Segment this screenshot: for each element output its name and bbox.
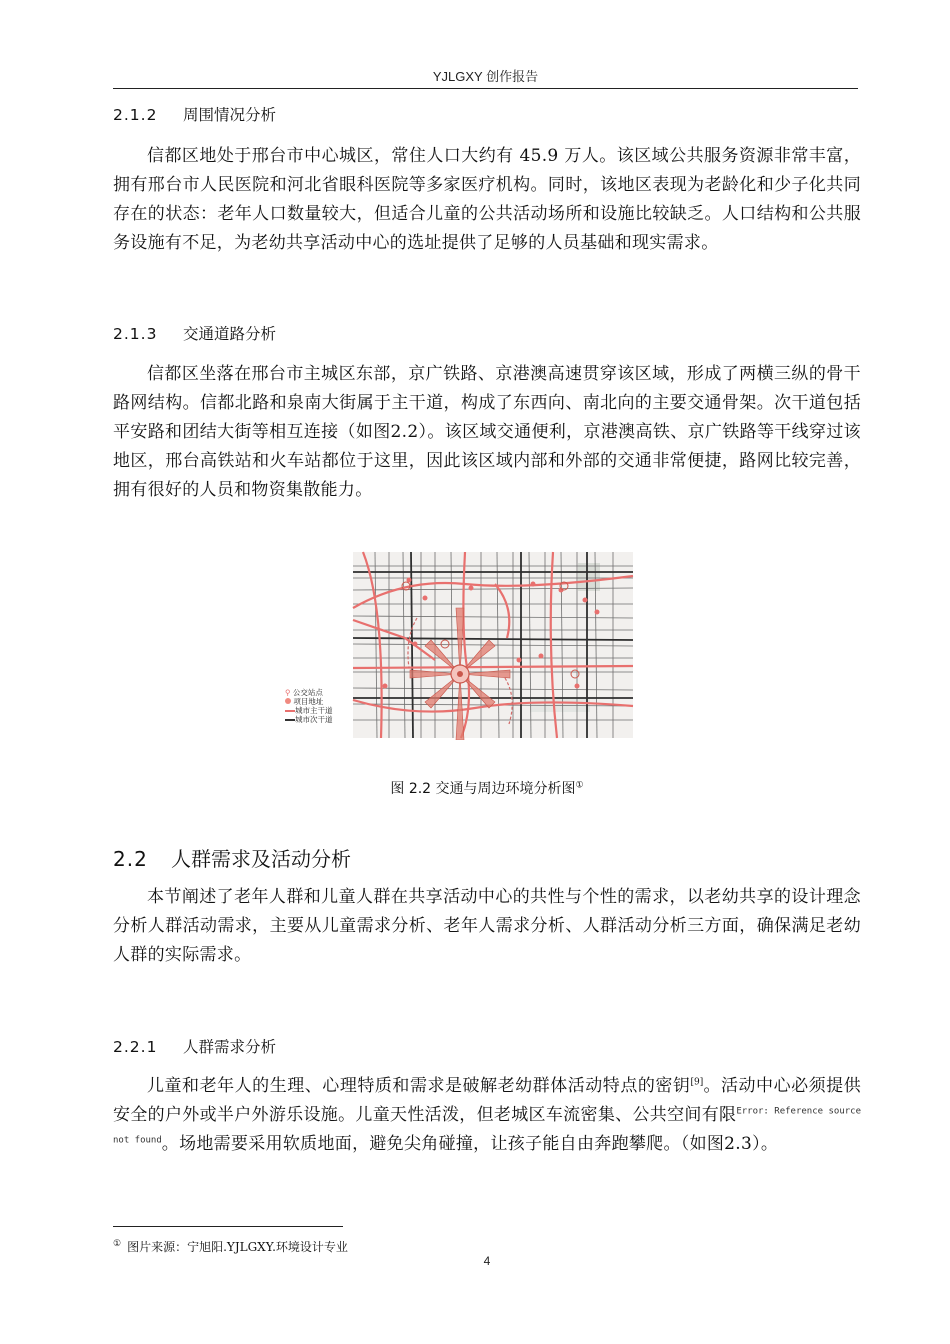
traffic-map	[285, 548, 635, 740]
section-heading-2-1-3	[113, 322, 276, 344]
paragraph-needs-analysis: 儿童和老年人的生理、心理特质和需求是破解老幼群体活动特点的密钥[9]。活动中心必须提供安全的户外或半户外游乐设施。儿童天性活泼，但老城区车流密集、公共空间有限$^{Error: Reference source not found}$。场地需要采用软质地面，避免尖角碰撞，让孩子能自由奔跑攀爬。（如图2.3）。	[113, 1076, 861, 1154]
section-title: 人群需求及活动分析	[171, 847, 351, 871]
section-heading-2-2-1	[113, 1035, 276, 1057]
figure-caption: 图 2.2 交通与周边环境分析图①	[390, 780, 584, 797]
bus-stop-icon: ⚲	[285, 688, 291, 697]
page-number: 4	[483, 1254, 491, 1268]
project-site-icon	[285, 698, 291, 704]
reference-error: Error: Reference source not found	[113, 1106, 861, 1146]
section-title: 周围情况分析	[183, 106, 277, 124]
footnote-text: 图片来源：宁旭阳.YJLGXY.环境设计专业	[127, 1240, 348, 1254]
section-number: 2.2	[113, 847, 148, 871]
traffic-map-figure	[285, 548, 635, 740]
section-title: 人群需求分析	[183, 1038, 277, 1056]
legend-project-site: 项目地址	[285, 697, 333, 706]
section-number: 2.1.3	[113, 325, 158, 343]
paragraph-surroundings: 信都区地处于邢台市中心城区，常住人口大约有 45.9 万人。该区域公共服务资源非常丰富，拥有邢台市人民医院和河北省眼科医院等多家医疗机构。同时，该地区表现为老龄化和少子化共同存在的状态：老年人口数量较大，但适合儿童的公共活动场所和设施比较缺乏。人口结构和公共服务设施有不足，为老幼共享活动中心的选址提供了足够的人员基础和现实需求。	[113, 146, 861, 253]
legend-secondary-road: 城市次干道	[285, 715, 333, 724]
citation-ref: [9]	[690, 1077, 704, 1088]
legend-bus-stop: ⚲ 公交站点	[285, 688, 323, 697]
section-heading-2-1-2	[113, 103, 276, 125]
footnote-rule	[113, 1226, 343, 1227]
footnote-mark: ①	[113, 1239, 122, 1249]
paragraph-needs-intro: 本节阐述了老年人群和儿童人群在共享活动中心的共性与个性的需求，以老幼共享的设计理念分析人群活动需求，主要从儿童需求分析、老年人需求分析、人群活动分析三方面，确保满足老幼人群的实际需求。	[113, 887, 861, 965]
main-road-swatch	[285, 710, 295, 712]
section-title: 交通道路分析	[183, 325, 277, 343]
section-heading-2-2	[113, 843, 351, 872]
legend-main-road: 城市主干道	[285, 706, 333, 715]
paragraph-traffic: 信都区坐落在邢台市主城区东部，京广铁路、京港澳高速贯穿该区域，形成了两横三纵的骨干路网结构。信都北路和泉南大街属于主干道，构成了东西向、南北向的主要交通骨架。次干道包括平安路和团结大街等相互连接（如图2.2）。该区域交通便利，京港澳高铁、京广铁路等干线穿过该地区，邢台高铁站和火车站都位于这里，因此该区域内部和外部的交通非常便捷，路网比较完善，拥有很好的人员和物资集散能力。	[113, 364, 861, 500]
footnote-mark: ①	[575, 780, 584, 791]
section-number: 2.2.1	[113, 1038, 158, 1056]
map-legend	[285, 688, 333, 724]
footnote	[113, 1238, 348, 1255]
secondary-road-swatch	[285, 719, 295, 721]
page-header: YJLGXY 创作报告	[432, 69, 539, 84]
section-number: 2.1.2	[113, 106, 158, 124]
header-rule	[113, 88, 858, 89]
